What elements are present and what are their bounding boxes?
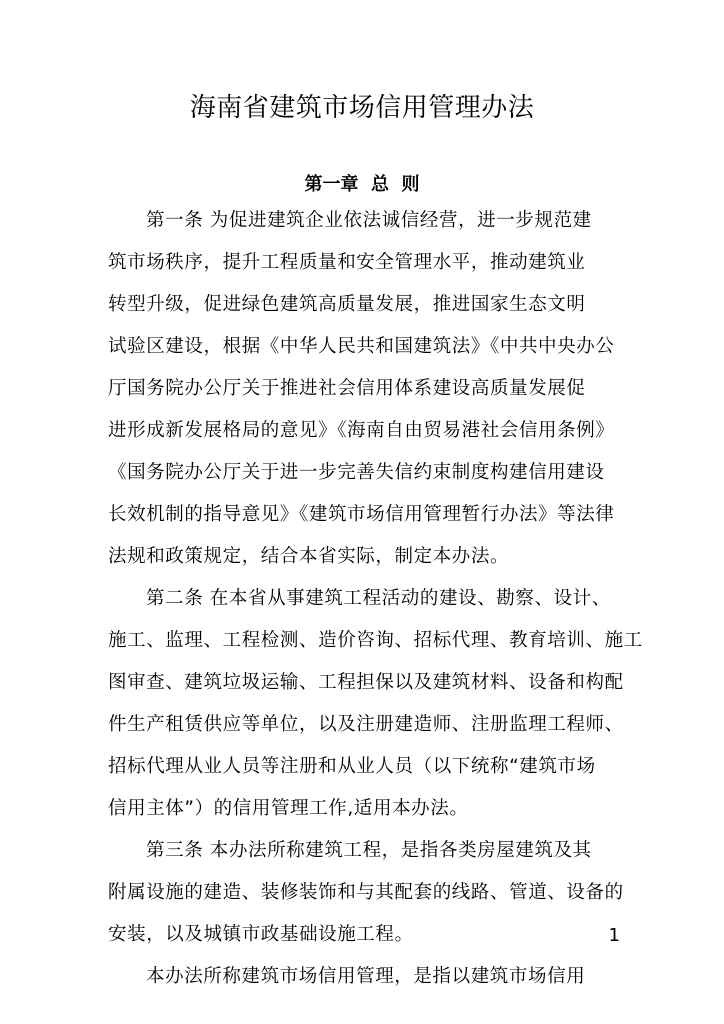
text-line: 法规和政策规定，结合本省实际，制定本办法。: [108, 546, 510, 567]
text-line: 试验区建设，根据《中华人民共和国建筑法》《中共中央办公: [108, 336, 615, 357]
text-line: 长效机制的指导意见》《建筑市场信用管理暂行办法》等法律: [108, 504, 615, 525]
text-line: 施工、监理、工程检测、造价咨询、招标代理、教育培训、施工: [108, 630, 643, 651]
text-line: 招标代理从业人员等注册和从业人员（以下统称“建筑市场: [108, 756, 596, 777]
text-line: 《国务院办公厅关于进一步完善失信约束制度构建信用建设: [108, 462, 605, 483]
text-line: 第二条 在本省从事建筑工程活动的建设、勘察、设计、: [146, 588, 611, 609]
text-line: 图审查、建筑垃圾运输、工程担保以及建筑材料、设备和构配: [108, 672, 624, 693]
text-line: 本办法所称建筑市场信用管理，是指以建筑市场信用: [146, 966, 586, 987]
text-line: 信用主体”）的信用管理工作,适用本办法。: [108, 798, 469, 819]
text-line: 安装，以及城镇市政基础设施工程。: [108, 924, 414, 945]
text-line: 转型升级，促进绿色建筑高质量发展，推进国家生态文明: [108, 294, 586, 315]
text-line: 厅国务院办公厅关于推进社会信用体系建设高质量发展促: [108, 378, 586, 399]
document-title: 海南省建筑市场信用管理办法: [189, 93, 535, 123]
document-body: [108, 200, 643, 998]
text-line: 筑市场秩序，提升工程质量和安全管理水平，推动建筑业: [108, 252, 586, 273]
text-line: 附属设施的建造、装修装饰和与其配套的线路、管道、设备的: [108, 882, 624, 903]
chapter-heading-text: 第一章 总 则: [304, 174, 420, 195]
page-number: 1: [608, 925, 620, 946]
text-line: 第一条 为促进建筑企业依法诚信经营，进一步规范建: [146, 210, 592, 231]
text-line: 进形成新发展格局的意见》《海南自由贸易港社会信用条例》: [108, 420, 615, 441]
text-line: 第三条 本办法所称建筑工程，是指各类房屋建筑及其: [146, 840, 592, 861]
text-line: 件生产租赁供应等单位，以及注册建造师、注册监理工程师、: [108, 714, 624, 735]
chapter-heading: [0, 170, 724, 200]
